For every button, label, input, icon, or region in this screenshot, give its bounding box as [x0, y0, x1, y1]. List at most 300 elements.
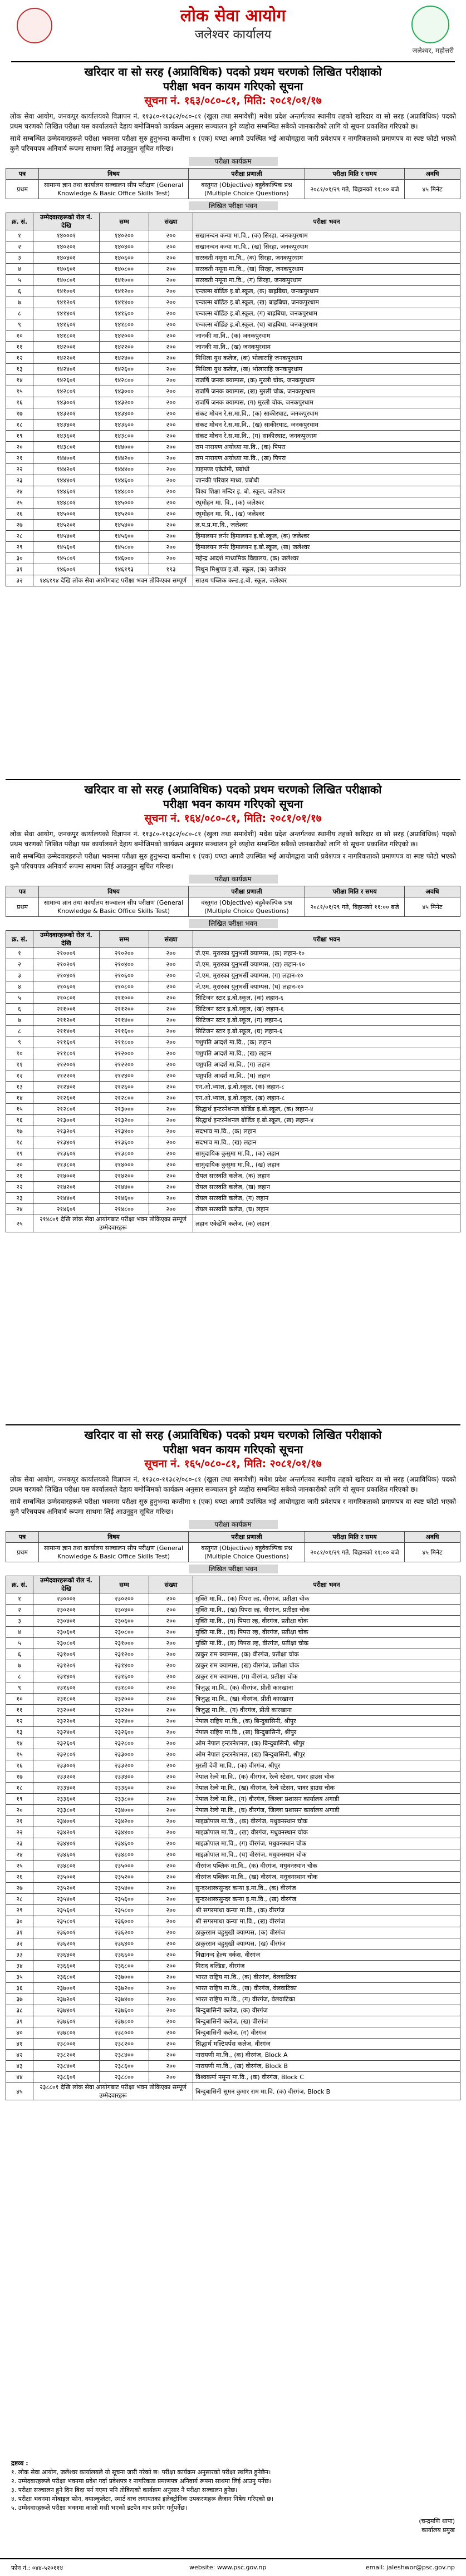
table-cell: १४३२०१ [33, 408, 100, 420]
table-cell: २०० [149, 497, 193, 509]
table-row [6, 2083, 460, 2100]
table-cell: २०० [149, 1760, 193, 1771]
table-cell: १२ [6, 1070, 33, 1082]
table-cell: ४३ [6, 2061, 33, 2072]
table-cell: २०० [149, 2050, 193, 2061]
section-body [10, 111, 456, 154]
table-cell: ३८ [6, 2005, 33, 2016]
table-cell: २३५४०० [100, 1883, 149, 1894]
note-item: ४. परीक्षा भवनमा मोबाइल फोन, क्याल्कुलेटर, स्मार्ट वाच लगायतका इलेक्ट्रोनिक उपकरणहरू लैजान निषेध गरिएको छ। [11, 2495, 274, 2503]
table-cell: भारत राष्ट्रिय मा.वि., (ख) वीरगंज, वेलवाटिका [193, 1983, 460, 1994]
table-cell: १४४४०० [100, 464, 149, 475]
table-cell: २३ [6, 1193, 33, 1204]
table-cell: २६ [6, 509, 33, 520]
table-cell: ५ [6, 275, 33, 286]
table-cell: १८ [6, 420, 33, 431]
table-row [6, 308, 460, 319]
table-cell: २३२००० [100, 1694, 149, 1705]
table-row [6, 1048, 460, 1059]
table-row [6, 264, 460, 275]
table-cell: १४३४०१ [33, 420, 100, 431]
table-cell: ३० [6, 1916, 33, 1927]
table-cell: २३ [6, 1838, 33, 1849]
table-cell: विश्व शिक्षा मन्दिर इ. बो. स्कूल, जलेश्वर [193, 486, 460, 497]
table-cell: २०० [149, 353, 193, 364]
table-header-row [6, 886, 460, 897]
table-cell: २०० [149, 464, 193, 475]
table-cell: १४२४०१ [33, 364, 100, 375]
table-row [6, 408, 460, 420]
section-title: खरिदार वा सो सरह (अप्राविधिक) पदको प्रथम चरणको लिखित परीक्षाको [84, 65, 382, 78]
table-cell: २०० [149, 1015, 193, 1026]
table-cell: २०० [149, 386, 193, 397]
notice-section-3 [6, 1424, 460, 2100]
table-cell: २१२४०१ [33, 1082, 100, 1093]
table-cell: २४ [6, 1849, 33, 1861]
table-cell: २१३२०० [100, 1115, 149, 1126]
table-cell: वस्तुगत (Objective) बहुवैकल्पिक प्रश्न (Multiple Choice Questions) [189, 1543, 305, 1562]
table-cell: १४०००१ [33, 230, 100, 241]
table-cell: १७ [6, 408, 33, 420]
table-header: परीक्षा मिति र समय [305, 169, 405, 180]
table-cell: २३१००१ [33, 1649, 100, 1660]
table-cell: १२ [6, 353, 33, 364]
table-cell: २३१६०१ [33, 1682, 100, 1694]
table-cell: २३१८०१ [33, 1694, 100, 1705]
table-cell: २३८२०१ [33, 2050, 100, 2061]
table-row [6, 897, 460, 917]
table-cell: ९ [6, 319, 33, 330]
table-cell: २१४००० [100, 1159, 149, 1171]
table-cell: १४६१९३ [100, 564, 149, 575]
notes-block [11, 2459, 455, 2535]
table-cell: २३८४०१ [33, 2061, 100, 2072]
table-cell: नेपाल रेल्वे मा.वि., (क) वीरगंज, रेल्वे स्टेसन, पावर हाउस चोक [193, 1771, 460, 1783]
table-row [6, 1927, 460, 1938]
table-cell: २३८८०० [100, 2072, 149, 2083]
table-cell: २३२६०१ [33, 1738, 100, 1749]
table-cell: संकट मोचन रे.स.मा.वि., (क) साकीरघाट, जनकपुरधाम [193, 408, 460, 420]
table-cell: २०० [149, 1794, 193, 1805]
table-row [6, 1070, 460, 1082]
table-cell: २१४८०१ देखि लोक सेवा आयोगबाट परीक्षा भवन तोकिएका सम्पूर्ण उम्मेदवारहरू [33, 1215, 193, 1232]
table-row [6, 575, 460, 586]
table-row [6, 531, 460, 542]
table-row [6, 1894, 460, 1905]
table-cell: १४०६०० [100, 253, 149, 264]
table-cell: २३१६०० [100, 1671, 149, 1682]
table-cell: २४ [6, 1204, 33, 1215]
table-header: परीक्षा भवन [193, 1576, 460, 1593]
table-row [6, 1037, 460, 1048]
table-cell: ३ [6, 970, 33, 981]
table-cell: १४०४०१ [33, 253, 100, 264]
table-cell: २०० [149, 1649, 193, 1660]
table-cell: १४६००१ [33, 564, 100, 575]
table-cell: वस्तुगत (Objective) बहुवैकल्पिक प्रश्न (Multiple Choice Questions) [189, 897, 305, 917]
table-header: उम्मेदवारहरूको रोल नं. देखि [33, 213, 100, 230]
table-cell: २३७६०० [100, 2005, 149, 2016]
table-cell: २०० [149, 1148, 193, 1159]
table-cell: २१३८०० [100, 1148, 149, 1159]
table-cell: २१०६०१ [33, 981, 100, 993]
table-cell: ठाकुरराम बहुमुखी क्याम्पस, (क) वीरगंज [193, 1927, 460, 1938]
table-row [6, 564, 460, 575]
table-row [6, 431, 460, 442]
table-header-row [6, 1576, 460, 1593]
table-cell: ४५ मिनेट [405, 180, 460, 199]
table-cell: ३३ [6, 1950, 33, 1961]
table-cell: १४०२०१ [33, 241, 100, 253]
table-row [6, 1849, 460, 1861]
table-row [6, 1705, 460, 1716]
table-cell: २३०२०१ [33, 1605, 100, 1616]
table-cell: २०० [149, 1883, 193, 1894]
table-cell: ४१ [6, 2039, 33, 2050]
table-cell: सिटिजन स्टार इ.बो.स्कूल, (ख) लहान-६ [193, 1004, 460, 1015]
office-subtitle: जलेश्वर कार्यालय [194, 28, 272, 42]
table-cell: २१२८०० [100, 1093, 149, 1104]
table-cell: १४४८०१ [33, 497, 100, 509]
table-cell: २०० [149, 253, 193, 264]
table-cell: २२ [6, 464, 33, 475]
table-cell: सिटिजन स्टार इ.बो.स्कूल, (घ) लहान-६ [193, 1026, 460, 1037]
table-cell: २१०२०० [100, 948, 149, 959]
table-cell: ८ [6, 1026, 33, 1037]
table-cell: २३५४०१ [33, 1894, 100, 1905]
table-row [6, 1059, 460, 1070]
table-row [6, 1104, 460, 1115]
table-cell: २०० [149, 342, 193, 353]
table-header: क्र. सं. [6, 1576, 33, 1593]
table-cell: ३२ [6, 575, 33, 586]
table-cell: हिमालयन लर्नर हिमालयन इ.बो.स्कूल, (ख) जलेश्वर [193, 542, 460, 553]
table-cell: २०० [149, 475, 193, 486]
table-cell: १४४६०१ [33, 486, 100, 497]
table-cell: २३७८०० [100, 2016, 149, 2027]
table-row [6, 1816, 460, 1827]
table-cell: १५ [6, 386, 33, 397]
table-cell: ७ [6, 297, 33, 308]
signature-name: (चन्द्रमणि थापा) [419, 2518, 455, 2525]
table-cell: २३४४०० [100, 1827, 149, 1838]
table-cell: ९ [6, 1037, 33, 1048]
table-cell: जे.एम. मुरारका युनुभर्सी क्याम्पस, (ग) लहान-१० [193, 970, 460, 981]
table-cell: ११ [6, 1705, 33, 1716]
table-cell: २०० [149, 1771, 193, 1783]
table-row [6, 1137, 460, 1148]
table-cell: बिन्दुबासिनी कलेज, (क) वीरगंज [193, 2005, 460, 2016]
table-cell: २०० [149, 1861, 193, 1872]
table-header: पत्र [6, 1532, 39, 1543]
table-row [6, 464, 460, 475]
table-cell: १४३००० [100, 386, 149, 397]
table-cell: २०० [149, 1849, 193, 1861]
table-cell: २१२२०१ [33, 1070, 100, 1082]
notice-section-1 [6, 65, 460, 586]
table-row [6, 475, 460, 486]
table-header: संख्या [149, 213, 193, 230]
table-row [6, 1694, 460, 1705]
table-cell: १६ [6, 397, 33, 408]
table-cell: २०८१/०१/२९ गते, बिहानको ११:०० बजे [305, 180, 405, 199]
rooms-table [6, 1576, 460, 2100]
table-cell: सिद्धार्थ इन्टरनेशनल बोर्डिङ इ.बो.स्कूल, (ख) लहान-४ [193, 1115, 460, 1126]
table-cell: १४३२०० [100, 397, 149, 408]
table-cell: २१०४०१ [33, 970, 100, 981]
table-row [6, 1950, 460, 1961]
table-cell: १९३ [149, 564, 193, 575]
table-cell: १४२२०० [100, 342, 149, 353]
table-header: अवधि [405, 169, 460, 180]
table-cell: २३७४०० [100, 1994, 149, 2005]
table-cell: २१२००१ [33, 1059, 100, 1070]
table-cell: ४२ [6, 2050, 33, 2061]
table-cell: नेपाल राष्ट्रिय मा.वि., (क) बिन्दुबासिनी, श्रीपुर [193, 1716, 460, 1727]
table-cell: २३७२०० [100, 1983, 149, 1994]
table-row [6, 1638, 460, 1649]
table-cell: भारत राष्ट्रिय मा.वि., (क) वीरगंज, वेलवाटिका [193, 1972, 460, 1983]
table-cell: महेन्द्र आदर्श माध्यमिक विद्यालय, (क) जलेश्वर [193, 553, 460, 564]
table-cell: ७ [6, 1015, 33, 1026]
table-row [6, 2016, 460, 2027]
table-cell: २०० [149, 1037, 193, 1048]
table-cell: १४१८०० [100, 319, 149, 330]
table-cell: प्रथम [6, 180, 39, 199]
table-header: उम्मेदवारहरूको रोल नं. देखि [33, 1576, 100, 1593]
table-cell: सामुदायिक कुसुमा मा.वि., (ख) लहान [193, 1159, 460, 1171]
table-cell: नारायणी मा.वि., (क) वीरगंज, Block A [193, 2050, 460, 2061]
table-row [6, 1794, 460, 1805]
table-cell: वस्तुगत (Objective) बहुवैकल्पिक प्रश्न (Multiple Choice Questions) [189, 180, 305, 199]
table-cell: माइक्रोपाल मा.वि., (ग) वीरगंज, मधुवनस्थान चोक [193, 1838, 460, 1849]
table-cell: नारायणी मा.वि., (ख) वीरगंज, Block B [193, 2061, 460, 2072]
table-row [6, 2039, 460, 2050]
table-row [6, 1182, 460, 1193]
table-cell: जानकी मा.वि., (क) जनकपुरधाम [193, 330, 460, 342]
table-row [6, 297, 460, 308]
table-cell: २०० [149, 1972, 193, 1983]
schedule-table [6, 886, 460, 917]
table-row [6, 342, 460, 353]
table-cell: जानकी मा.वि., (ख) जनकपुरधाम [193, 342, 460, 353]
table-cell: २०० [149, 286, 193, 297]
table-cell: २०० [149, 1727, 193, 1738]
table-row [6, 286, 460, 297]
table-cell: १६ [6, 1115, 33, 1126]
table-header: विषय [39, 169, 189, 180]
table-cell: १४१००१ [33, 286, 100, 297]
table-cell: २०० [149, 1605, 193, 1616]
table-cell: २ [6, 241, 33, 253]
table-row [6, 1827, 460, 1838]
table-cell: सखानन्दन कन्या मा.वि., (क) सिरहा, जनकपुरधाम [193, 230, 460, 241]
table-cell: २३२४०१ [33, 1727, 100, 1738]
section-title-2: परीक्षा भवन कायम गरिएको सूचना [163, 80, 303, 93]
table-cell: ४ [6, 981, 33, 993]
table-cell: ६ [6, 1649, 33, 1660]
table-cell: २०० [149, 1905, 193, 1916]
table-cell: २०० [149, 959, 193, 970]
table-cell: २२ [6, 1827, 33, 1838]
table-cell: २०० [149, 531, 193, 542]
table-cell: २०० [149, 1204, 193, 1215]
table-cell: १४४२०१ [33, 464, 100, 475]
table-cell: २३७००१ [33, 1983, 100, 1994]
office-title: लोक सेवा आयोग [180, 6, 286, 26]
table-cell: २०० [149, 2039, 193, 2050]
table-row [6, 1148, 460, 1159]
table-cell: माइक्रोपाल मा.वि., (घ) वीरगंज, मधुवनस्थान चोक [193, 1849, 460, 1861]
table-cell: सिद्धार्थ मल्टिपर्पस कलेज, वीरगंज [193, 2039, 460, 2050]
table-header: परीक्षा भवन [193, 213, 460, 230]
table-cell: १४ [6, 1093, 33, 1104]
table-cell: ८ [6, 1671, 33, 1682]
paragraph: लोक सेवा आयोग, जनकपुर कार्यालयको विज्ञापन नं. ११३८०-११३८२/०८०-८१ (खुला तथा समावेशी) मधेश प्रदेश अन्तर्गतका स्थानीय तहको खरिदार वा सो सरह (अप्राविधिक) पदको प्रथम चरणको लिखित परीक्षा यस कार्यालयले देहाय बमोजिमको कार्यक्रम अनुसार सञ्चालन हुने व्यहोरा सम्बन्धित सबैको जानकारीको लागि यो सूचना प्रकाशित गरिएको छ। [10, 112, 456, 130]
table-cell: प्रथम [6, 1543, 39, 1562]
table-cell: ४ [6, 264, 33, 275]
table-cell: १४०६०१ [33, 264, 100, 275]
table-cell: २११००० [100, 993, 149, 1004]
table-cell: २३२२०० [100, 1705, 149, 1716]
table-cell: २१४८०० [100, 1204, 149, 1215]
table-cell: राम नारायण अयोध्या मा.वि., (क) पिपरा [193, 442, 460, 453]
table-cell: २३०४०० [100, 1605, 149, 1616]
section-body [10, 1474, 456, 1517]
table-row [6, 1593, 460, 1605]
table-cell: २३५००१ [33, 1872, 100, 1883]
table-cell: ३१ [6, 564, 33, 575]
table-cell: २०० [149, 2027, 193, 2039]
table-cell: १४२८०१ [33, 386, 100, 397]
table-header: संख्या [149, 1576, 193, 1593]
rooms-caption: लिखित परीक्षा भवन [189, 1565, 278, 1573]
table-cell: १ [6, 230, 33, 241]
table-cell: १४४२०० [100, 453, 149, 464]
table-row [6, 453, 460, 464]
table-cell: १६ [6, 1760, 33, 1771]
table-cell: ३२ [6, 1938, 33, 1950]
table-cell: ठाकुरराम बहुमुखी क्याम्पस, (ख) वीरगंज [193, 1938, 460, 1950]
table-cell: २३६६०१ [33, 1961, 100, 1972]
table-cell: एन्जल्स बोर्डिङ इ.बो.स्कूल, (ख) बाह्रबिघा, जनकपुरधाम [193, 297, 460, 308]
table-header: पत्र [6, 886, 39, 897]
table-cell: २०० [149, 509, 193, 520]
table-cell: २३२६०० [100, 1727, 149, 1738]
table-cell: एन्जल्स बोर्डिङ इ.बो.स्कूल, (ग) बाह्रबिघा, जनकपुरधाम [193, 308, 460, 319]
table-cell: ५ [6, 1638, 33, 1649]
table-cell: २१ [6, 1171, 33, 1182]
footer-email[interactable]: email: jaleshwor@psc.gov.np [365, 2564, 455, 2571]
table-cell: २०० [149, 1104, 193, 1115]
footer-website[interactable]: website: www.psc.gov.np [189, 2564, 267, 2571]
table-cell: बिन्दुबासिनी कलेज, (ख) वीरगंज [193, 2016, 460, 2027]
table-cell: राजर्षि जनक क्याम्पस, (क) मुरली चोक, जनकपुरधाम [193, 375, 460, 386]
table-cell: २१३६०० [100, 1137, 149, 1148]
table-cell: १४५४०१ [33, 531, 100, 542]
note-item: १. लोक सेवा आयोग, जलेश्वर कार्यालयले यो सूचना जारी गरेको छ। परीक्षा कार्यक्रम अनुसारको परीक्षा स्थगित हुनेछैन। [11, 2469, 271, 2476]
table-row [6, 275, 460, 286]
notice-number: सूचना नं. १६५/०८०-८१, मिति: २०८१/०१/१७ [144, 1458, 322, 1470]
table-cell: १४०२०० [100, 230, 149, 241]
table-cell: २१२६०० [100, 1082, 149, 1093]
table-cell: ४५ मिनेट [405, 1543, 460, 1562]
table-header: पत्र [6, 169, 39, 180]
schedule-caption: परीक्षा कार्यक्रम [189, 1520, 278, 1529]
table-cell: १४३८०० [100, 431, 149, 442]
table-cell: २३४८०० [100, 1849, 149, 1861]
table-cell: २१०८०१ [33, 993, 100, 1004]
table-cell: २०० [149, 2016, 193, 2027]
table-cell: २३६४०१ [33, 1950, 100, 1961]
table-cell: २९ [6, 1905, 33, 1916]
table-cell: २०० [149, 486, 193, 497]
table-cell: २१३८०१ [33, 1159, 100, 1171]
table-row [6, 1938, 460, 1950]
table-cell: ११ [6, 1059, 33, 1070]
table-row [6, 2005, 460, 2016]
table-cell: २०० [149, 1872, 193, 1883]
table-cell: २०० [149, 553, 193, 564]
table-cell: १४१६०१ [33, 319, 100, 330]
table-cell: २०० [149, 275, 193, 286]
table-cell: २०० [149, 1182, 193, 1193]
table-cell: १४०८०१ [33, 275, 100, 286]
section-title: खरिदार वा सो सरह (अप्राविधिक) पदको प्रथम चरणको लिखित परीक्षाको [84, 783, 382, 796]
table-cell: मुक्ति मा.वि., (ङ) पिपरा ल्ह, वीरगंज, प्रतीक्षा चोक [193, 1638, 460, 1649]
table-cell: २११४०१ [33, 1026, 100, 1037]
table-cell: २०० [149, 1193, 193, 1204]
section-body [10, 829, 456, 871]
table-cell: १४४६०० [100, 475, 149, 486]
table-cell: २५ [6, 497, 33, 509]
table-cell: २३८६०० [100, 2061, 149, 2072]
table-cell: २३१८०० [100, 1682, 149, 1694]
table-cell: २०० [149, 1026, 193, 1037]
table-cell: २३३००० [100, 1749, 149, 1760]
table-cell: २०० [149, 1938, 193, 1950]
table-header: क्र. सं. [6, 931, 33, 948]
table-cell: २३१२०१ [33, 1660, 100, 1671]
table-cell: १४२६०० [100, 364, 149, 375]
table-cell: २३७४०१ [33, 2005, 100, 2016]
table-cell: २०० [149, 1783, 193, 1794]
table-cell: ४४ [6, 2072, 33, 2083]
table-header: संख्या [149, 931, 193, 948]
table-cell: १४२००० [100, 330, 149, 342]
table-row [6, 1838, 460, 1849]
table-cell: एन.ओ.भ्याल, इ.बो.स्कूल, (क) लहान-८ [193, 1082, 460, 1093]
table-cell: २११००१ [33, 1004, 100, 1015]
table-cell: २३४००१ [33, 1816, 100, 1827]
table-cell: २१२८०१ [33, 1104, 100, 1115]
table-cell: १४५००० [100, 497, 149, 509]
table-cell: १४५२०० [100, 509, 149, 520]
table-cell: २३०४०१ [33, 1616, 100, 1627]
rooms-caption: लिखित परीक्षा भवन [189, 201, 278, 210]
table-cell: १४५८०१ [33, 553, 100, 564]
table-row [6, 497, 460, 509]
table-cell: १४३४०० [100, 408, 149, 420]
table-cell: २१२२०० [100, 1059, 149, 1070]
table-cell: पशुपति आदर्श मा.वि., (क) लहान [193, 1037, 460, 1048]
table-cell: २०८१/०१/२९ गते, बिहानको ११:०० बजे [305, 897, 405, 917]
table-cell: १४१००० [100, 275, 149, 286]
table-cell: २३३८०० [100, 1794, 149, 1805]
table-cell: १९ [6, 1794, 33, 1805]
table-cell: २०० [149, 364, 193, 375]
table-row [6, 2027, 460, 2039]
